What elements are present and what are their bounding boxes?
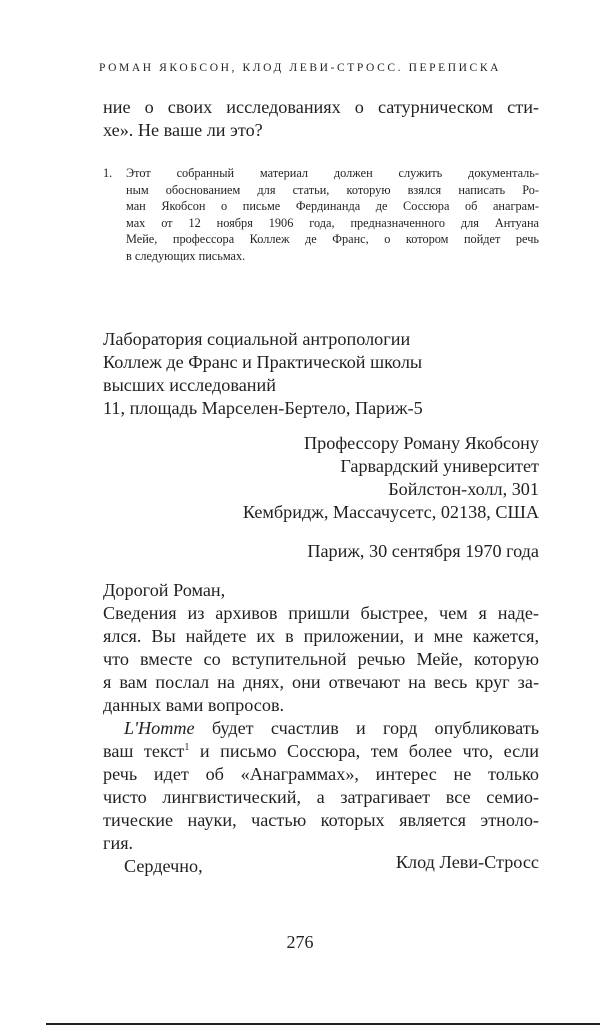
text-line: тические науки, частью которых является этноло- xyxy=(103,810,539,830)
text-line: что вместе со вступительной речью Мейе, которую xyxy=(103,649,539,669)
running-head: РОМАН ЯКОБСОН, КЛОД ЛЕВИ-СТРОСС. ПЕРЕПИСКА xyxy=(99,62,501,74)
text-fragment: ваш текст xyxy=(103,741,185,761)
text-line: речь идет об «Анаграммах», интерес не только xyxy=(103,764,539,784)
sender-line: 11, площадь Марселен-Бертело, Париж-5 xyxy=(103,398,423,418)
recipient-line: Профессору Роману Якобсону xyxy=(304,433,539,453)
recipient-line: Гарвардский университет xyxy=(340,456,539,476)
intro-paragraph xyxy=(103,96,539,142)
text-line xyxy=(103,717,539,740)
text-line xyxy=(103,740,539,763)
text-line: я вам послал на днях, они отвечают на весь круг за- xyxy=(103,672,539,692)
signature: Клод Леви-Стросс xyxy=(395,852,539,872)
sender-line: Коллеж де Франс и Практической школы xyxy=(103,352,423,372)
journal-title: L'Homme xyxy=(124,718,195,738)
footnote xyxy=(103,165,539,264)
letter-date: Париж, 30 сентября 1970 года xyxy=(307,541,539,561)
letter-body xyxy=(103,579,539,878)
text-line: ялся. Вы найдете их в приложении, и мне кажется, xyxy=(103,626,539,646)
footnote-line: мах от 12 ноября 1906 года, предназначенного для Антуана xyxy=(126,215,539,230)
salutation: Дорогой Роман, xyxy=(103,580,226,600)
recipient-line: Бойлстон-холл, 301 xyxy=(388,479,539,499)
text-line: чисто лингвистический, а затрагивает все семио- xyxy=(103,787,539,807)
footnote-line: ным обоснованием для статьи, которую взялся написать Ро- xyxy=(126,182,539,197)
footnote-line: Мейе, профессора Коллеж де Франс, о котором пойдет речь xyxy=(126,232,539,246)
recipient-line: Кембридж, Массачусетс, 02138, США xyxy=(242,502,539,522)
text-line: Сведения из архивов пришли быстрее, чем я наде- xyxy=(103,603,539,623)
page-edge-divider xyxy=(46,1023,600,1025)
closing: Сердечно, xyxy=(124,856,203,876)
sender-line: Лаборатория социальной антропологии xyxy=(103,329,411,349)
text-line: данных вами вопросов. xyxy=(103,695,285,715)
text-line: ние о своих исследованиях о сатурническом сти- xyxy=(103,97,539,117)
text-line: хе». Не ваше ли это? xyxy=(103,120,263,140)
footnote-line: ман Якобсон о письме Фердинанда де Соссюра об анаграм- xyxy=(126,199,539,213)
text-fragment: и письмо Соссюра, тем более что, если xyxy=(189,741,539,761)
text-line: гия. xyxy=(103,833,134,853)
page-number: 276 xyxy=(286,932,314,952)
sender-line: высших исследований xyxy=(103,375,277,395)
text-fragment: будет счастлив и горд опубликовать xyxy=(194,718,539,738)
footnote-number: 1. xyxy=(103,166,113,180)
footnote-line: в следующих письмах. xyxy=(126,248,246,263)
sender-address xyxy=(103,328,539,420)
recipient-address xyxy=(243,432,539,524)
footnote-body xyxy=(126,165,539,264)
footnote-line: Этот собранный материал должен служить документаль- xyxy=(126,166,539,180)
footnote-reference: 1 xyxy=(184,741,190,753)
